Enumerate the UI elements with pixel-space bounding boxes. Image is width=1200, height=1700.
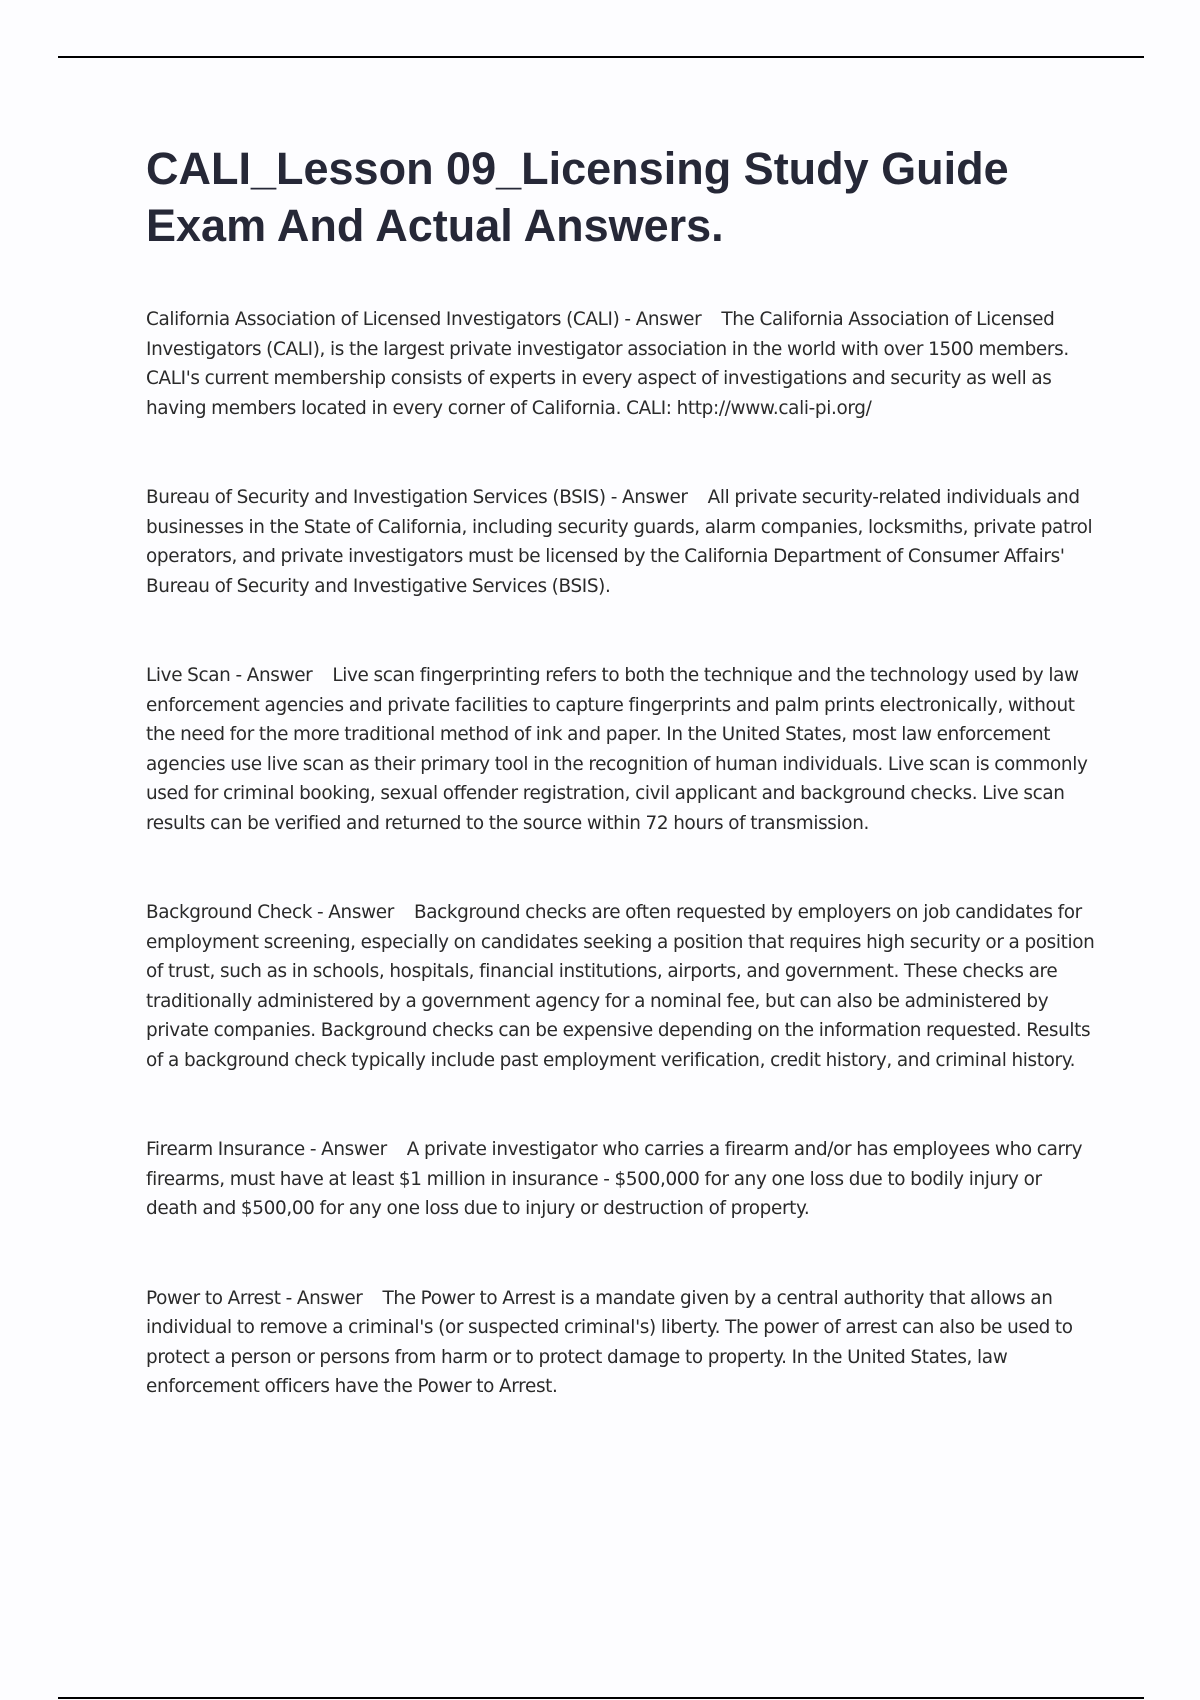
- top-rule: [58, 56, 1144, 58]
- document-content: [146, 140, 1096, 1462]
- qa-item-live-scan: [146, 661, 1096, 838]
- qa-term: Live Scan - Answer: [146, 665, 313, 686]
- qa-item-firearm-insurance: [146, 1135, 1096, 1224]
- document-title: CALI_Lesson 09_Licensing Study Guide Exam And Actual Answers.: [146, 143, 1009, 251]
- qa-answer: A private investigator who carries a firearm and/or has employees who carry firearms, must have at least $1 million in insurance - $500,000 for any one loss due to bodily injury or death and $500,00 for any one loss due to injury or destruction of property.: [146, 1139, 1083, 1219]
- qa-item-power-to-arrest: [146, 1284, 1096, 1402]
- qa-term: Firearm Insurance - Answer: [146, 1139, 387, 1160]
- qa-answer: Live scan fingerprinting refers to both the technique and the technology used by law enforcement agencies and private facilities to capture fingerprints and palm prints electronically, without the need for the more traditional method of ink and paper. In the United States, most law enforcement agencies use live scan as their primary tool in the recognition of human individuals. Live scan is commonly used for criminal booking, sexual offender registration, civil applicant and background checks. Live scan results can be verified and returned to the source within 72 hours of transmission.: [146, 665, 1088, 834]
- qa-item-cali: [146, 305, 1096, 423]
- qa-answer: The Power to Arrest is a mandate given by a central authority that allows an individual to remove a criminal's (or suspected criminal's) liberty. The power of arrest can also be used to protect a person or persons from harm or to protect damage to property. In the United States, law enforcement officers have the Power to Arrest.: [146, 1287, 1073, 1397]
- bottom-rule: [58, 1697, 1144, 1699]
- qa-term: Power to Arrest - Answer: [146, 1287, 363, 1309]
- qa-list: [146, 305, 1096, 1402]
- qa-answer: All private security-related individuals and businesses in the State of California, including security guards, alarm companies, locksmiths, private patrol operators, and private investigators must be licensed by the California Department of Consumer Affairs' Bureau of Security and Investigative Services (BSIS).: [146, 487, 1093, 597]
- qa-term: California Association of Licensed Investigators (CALI) - Answer: [146, 309, 702, 330]
- qa-item-bsis: [146, 483, 1096, 601]
- qa-term: Bureau of Security and Investigation Services (BSIS) - Answer: [146, 487, 688, 508]
- qa-answer: The California Association of Licensed Investigators (CALI), is the largest private investigator association in the world with over 1500 members. CALI's current membership consists of experts in every aspect of investigations and security as well as having members located in every corner of California. CALI: http://www.cali-pi.org/: [146, 309, 1069, 419]
- qa-item-background-check: [146, 898, 1096, 1075]
- qa-answer: Background checks are often requested by employers on job candidates for employment screening, especially on candidates seeking a position that requires high security or a position of trust, such as in schools, hospitals, financial institutions, airports, and government. These checks are traditionally administered by a government agency for a nominal fee, but can also be administered by private companies. Background checks can be expensive depending on the information requested. Results of a background check typically include past employment verification, credit history, and criminal history.: [146, 902, 1095, 1071]
- qa-term: Background Check - Answer: [146, 902, 394, 923]
